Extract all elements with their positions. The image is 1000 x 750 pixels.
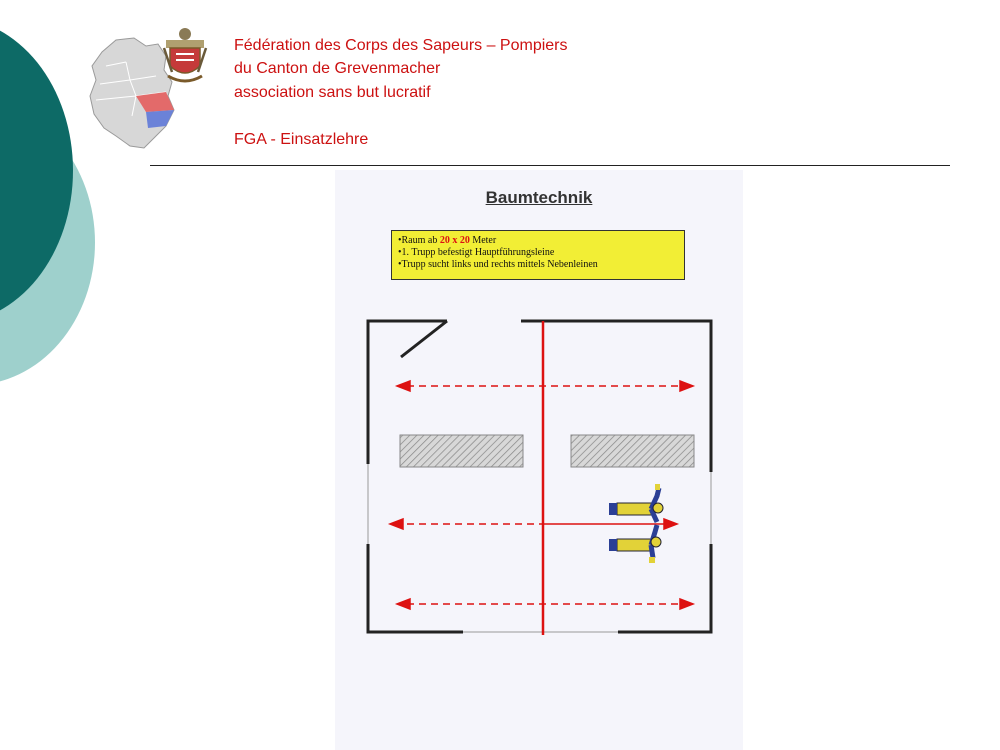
floor-plan xyxy=(335,170,743,750)
header-divider xyxy=(150,165,950,166)
diagram-page xyxy=(335,170,743,750)
organization-canton: du Canton de Grevenmacher xyxy=(234,60,441,77)
firefighter-figure-2 xyxy=(609,525,661,563)
room-size-highlight: 20 x 20 xyxy=(439,235,470,246)
organization-name: Fédération des Corps des Sapeurs – Pompiers xyxy=(234,37,568,54)
obstacle-left xyxy=(400,435,523,467)
info-line-1: •Raum ab 20 x 20 Meter xyxy=(398,235,497,246)
info-line-3: •Trupp sucht links und rechts mittels Nebenleinen xyxy=(398,259,598,270)
fire-brigade-crest-icon xyxy=(160,26,210,88)
organization-status: association sans but lucratif xyxy=(234,84,431,101)
slide-subtitle: FGA - Einsatzlehre xyxy=(234,131,369,148)
info-line-2: •1. Trupp befestigt Hauptführungsleine xyxy=(398,247,555,258)
obstacle-right xyxy=(571,435,694,467)
room-walls xyxy=(368,321,711,632)
firefighter-figure-1 xyxy=(609,484,663,522)
search-arrows xyxy=(390,381,693,609)
diagram-title: Baumtechnik xyxy=(485,188,593,207)
